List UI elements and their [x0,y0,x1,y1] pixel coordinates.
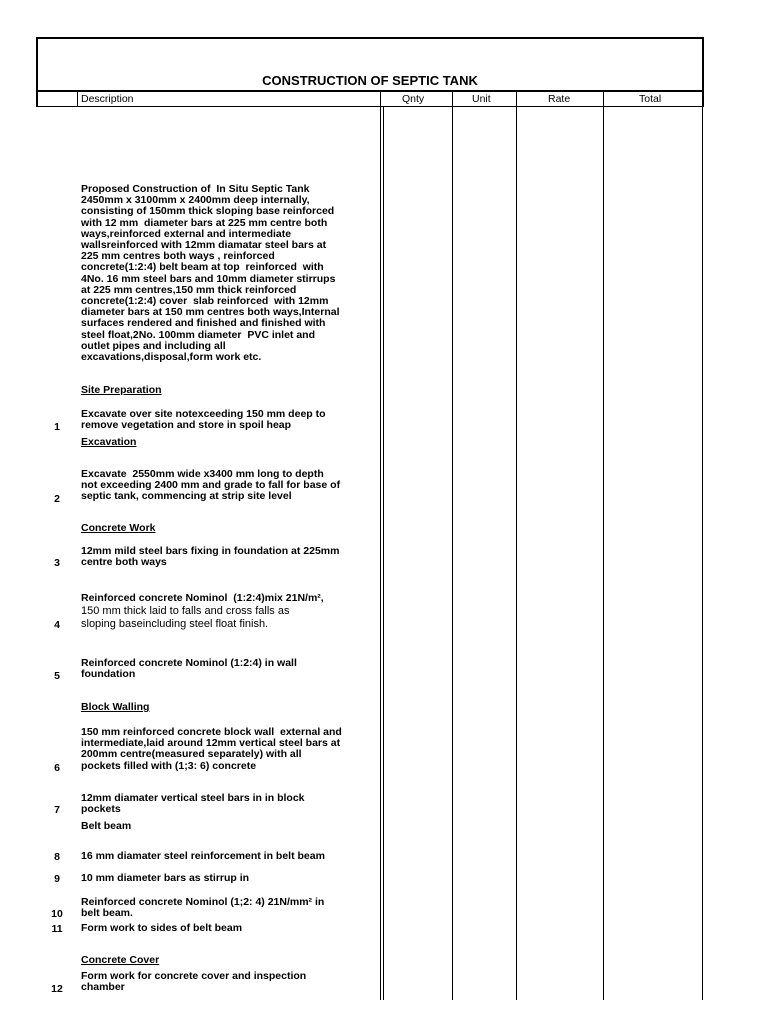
item-7-text: 12mm diamater vertical steel bars in in block pockets [81,792,305,816]
item-11-text: Form work to sides of belt beam [81,922,243,934]
border-top [36,37,704,39]
item-10-number: 10 [51,908,63,920]
item-4-text-a: Reinforced concrete Nominol (1:2:4)mix 21N/m², [81,592,324,604]
hdr-sep-1 [77,92,78,106]
hdr-sep-2 [380,92,381,106]
item-6-text: 150 mm reinforced concrete block wall external and intermediate,laid around 12mm vertical steel bars at 200mm centre(measured separately) with all pockets filled with (1;3: 6) concrete [81,726,342,772]
item-11-number: 11 [51,923,63,935]
item-12-number: 12 [51,983,63,995]
section-belt-beam: Belt beam [81,820,132,832]
document-title: CONSTRUCTION OF SEPTIC TANK [262,73,478,88]
col-line-rate [603,107,604,1000]
section-concrete-work: Concrete Work [81,522,156,534]
section-concrete-cover: Concrete Cover [81,954,160,966]
item-12-text: Form work for concrete cover and inspection chamber [81,970,307,994]
item-7-number: 7 [54,804,60,816]
header-qnty: Qnty [402,93,425,105]
item-9-text: 10 mm diameter bars as stirrup in [81,872,250,884]
col-line-desc-b [383,107,384,1000]
item-1-number: 1 [54,421,60,433]
border-right [702,37,704,107]
intro-description: Proposed Construction of In Situ Septic Tank 2450mm x 3100mm x 2400mm deep internally, consisting of 150mm thick sloping base reinforced with 12 mm diameter bars at 225 mm centre both ways,reinforced external and intermediate wallsreinforced with 12mm diamatar steel bars at 225 mm centres both ways , reinforced concrete(1:2:4) belt beam at top reinforced with 4No. 16 mm steel bars and 10mm diameter stirrups at 225 mm centres,150 mm thick reinforced concrete(1:2:4) cover slab reinforced with 12mm diameter bars at 150 mm centres both ways,Internal surfaces rendered and finished and finished with steel float,2No. 100mm diameter PVC inlet and outlet pipes and including all excavations,disposal,form work etc. [81,183,340,364]
item-1-text: Excavate over site notexceeding 150 mm deep to remove vegetation and store in spoil heap [81,408,326,432]
item-8-number: 8 [54,851,60,863]
header-unit: Unit [472,93,491,105]
header-rate: Rate [548,93,571,105]
col-line-qnty [452,107,453,1000]
item-4-text-b: 150 mm thick laid to falls and cross falls as sloping baseincluding steel float finish. [81,605,290,630]
col-line-total [702,107,703,1000]
item-10-text: Reinforced concrete Nominol (1;2: 4) 21N/mm² in belt beam. [81,896,325,920]
hdr-sep-4 [516,92,517,106]
item-2-text: Excavate 2550mm wide x3400 mm long to depth not exceeding 2400 mm and grade to fall for base of septic tank, commencing at strip site level [81,468,341,503]
item-3-number: 3 [54,557,60,569]
header-total: Total [639,93,662,105]
section-excavation: Excavation [81,436,137,448]
section-block-walling: Block Walling [81,701,150,713]
col-line-unit [516,107,517,1000]
item-8-text: 16 mm diamater steel reinforcement in belt beam [81,850,325,862]
hdr-sep-3 [452,92,453,106]
item-5-text: Reinforced concrete Nominol (1:2:4) in wall foundation [81,657,297,681]
item-9-number: 9 [54,873,60,885]
section-site-preparation: Site Preparation [81,384,162,396]
col-line-desc-a [380,107,381,1000]
hdr-sep-5 [603,92,604,106]
item-5-number: 5 [54,670,60,682]
item-3-text: 12mm mild steel bars fixing in foundation at 225mm centre both ways [81,545,340,569]
header-description: Description [81,93,134,105]
item-4-number: 4 [54,619,60,631]
border-left [36,37,38,107]
item-2-number: 2 [54,493,60,505]
item-6-number: 6 [54,762,60,774]
